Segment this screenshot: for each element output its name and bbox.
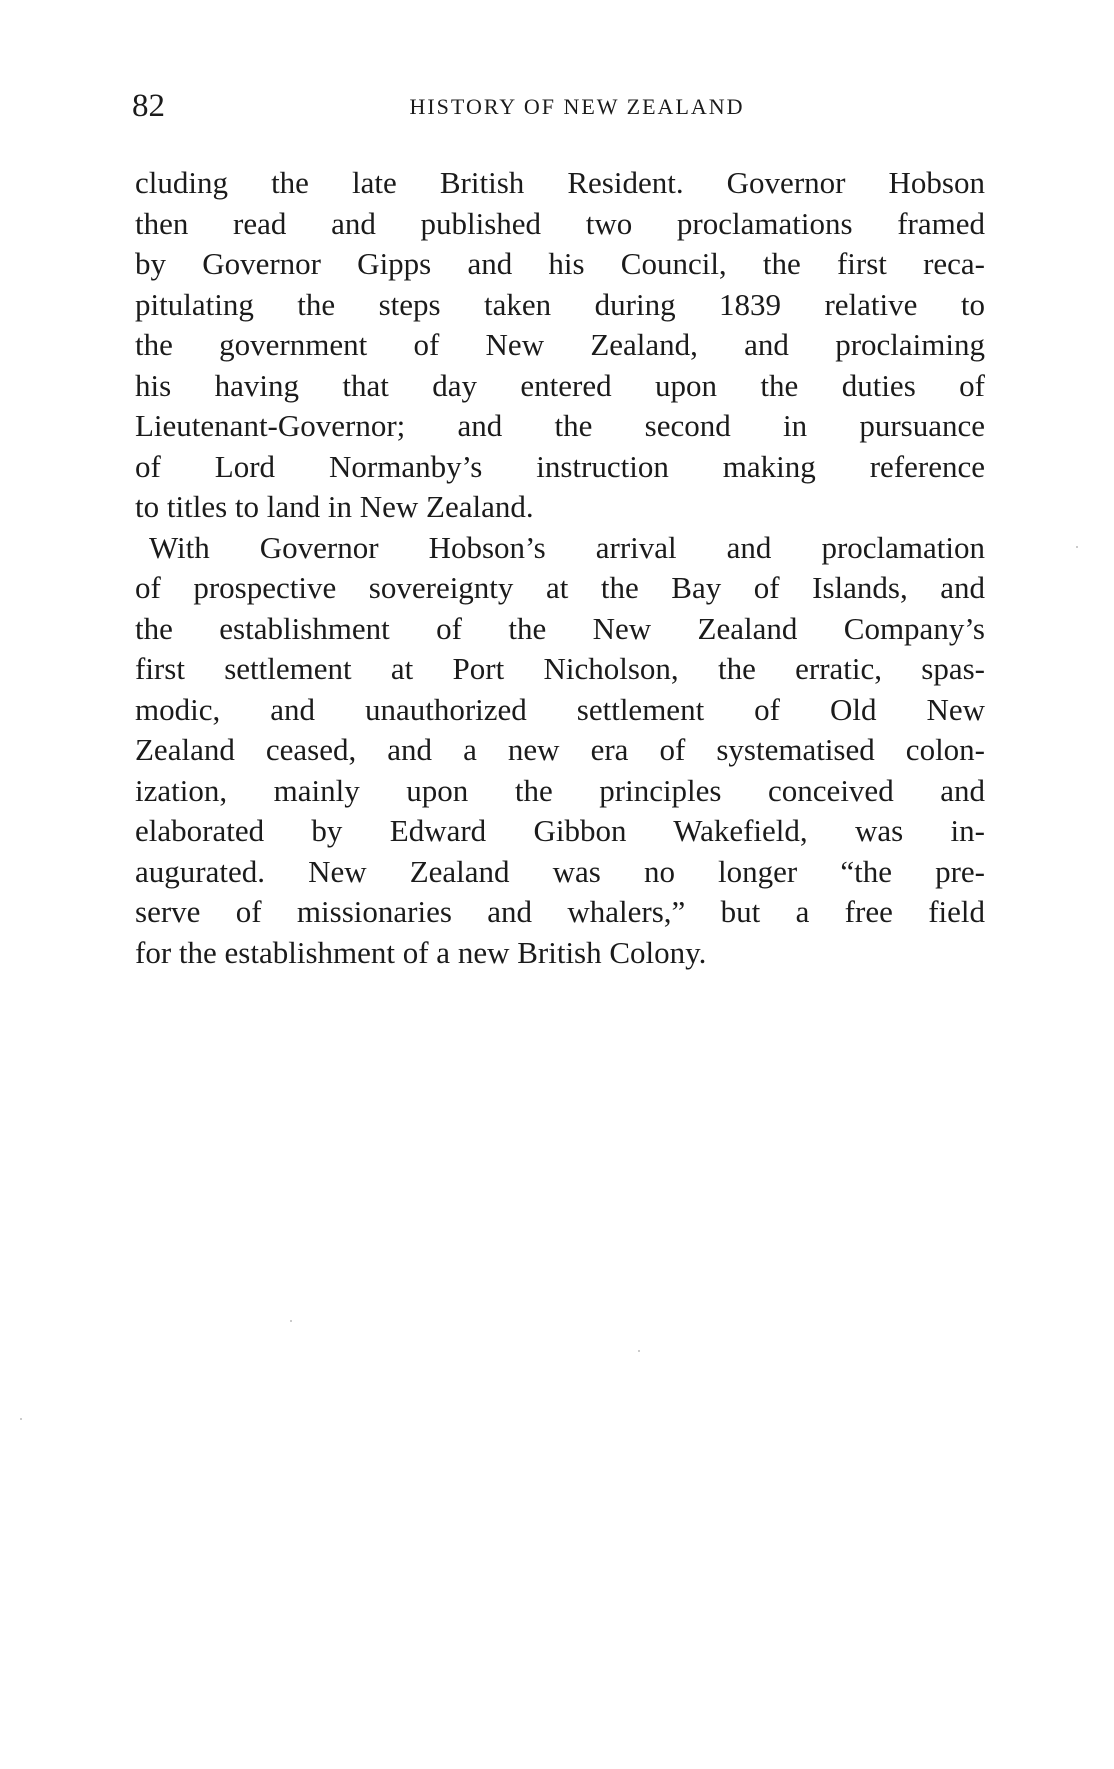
- text-line: serve of missionaries and whalers,” but a free field: [135, 894, 985, 929]
- paragraph: [135, 163, 985, 528]
- text-line: the establishment of the New Zealand Company’s: [135, 610, 985, 646]
- scan-speck: [290, 1320, 292, 1322]
- running-head: HISTORY OF NEW ZEALAND: [409, 94, 745, 119]
- text-line: the government of New Zealand, and proclaiming: [135, 327, 985, 362]
- text-line: first settlement at Port Nicholson, the erratic, spas-: [135, 651, 985, 686]
- text-line: Zealand ceased, and a new era of systematised colon-: [135, 732, 985, 767]
- body-text: [135, 163, 985, 973]
- text-line: With Governor Hobson’s arrival and proclamation: [149, 529, 985, 565]
- text-line: then read and published two proclamations framed: [135, 205, 985, 241]
- text-line: pitulating the steps taken during 1839 relative to: [135, 286, 985, 322]
- text-line: of Lord Normanby’s instruction making reference: [135, 448, 985, 484]
- text-line: to titles to land in New Zealand.: [135, 489, 534, 524]
- text-line: modic, and unauthorized settlement of Old New: [135, 691, 985, 727]
- text-line: cluding the late British Resident. Governor Hobson: [135, 165, 985, 200]
- text-line: augurated. New Zealand was no longer “the pre-: [135, 853, 985, 889]
- text-line: elaborated by Edward Gibbon Wakefield, was in-: [135, 813, 985, 848]
- scan-speck: [20, 1418, 22, 1420]
- text-line: of prospective sovereignty at the Bay of Islands, and: [135, 570, 985, 605]
- text-line: Lieutenant-Governor; and the second in pursuance: [135, 408, 985, 443]
- text-line: ization, mainly upon the principles conceived and: [135, 772, 985, 808]
- text-line: for the establishment of a new British Colony.: [135, 934, 707, 970]
- text-line: his having that day entered upon the duties of: [135, 367, 985, 403]
- paragraph: [135, 528, 985, 974]
- scan-speck: [638, 1350, 640, 1352]
- scan-speck: [1076, 546, 1078, 548]
- page-number: 82: [132, 88, 165, 124]
- page-header: [132, 86, 982, 126]
- text-line: by Governor Gipps and his Council, the first reca-: [135, 246, 985, 281]
